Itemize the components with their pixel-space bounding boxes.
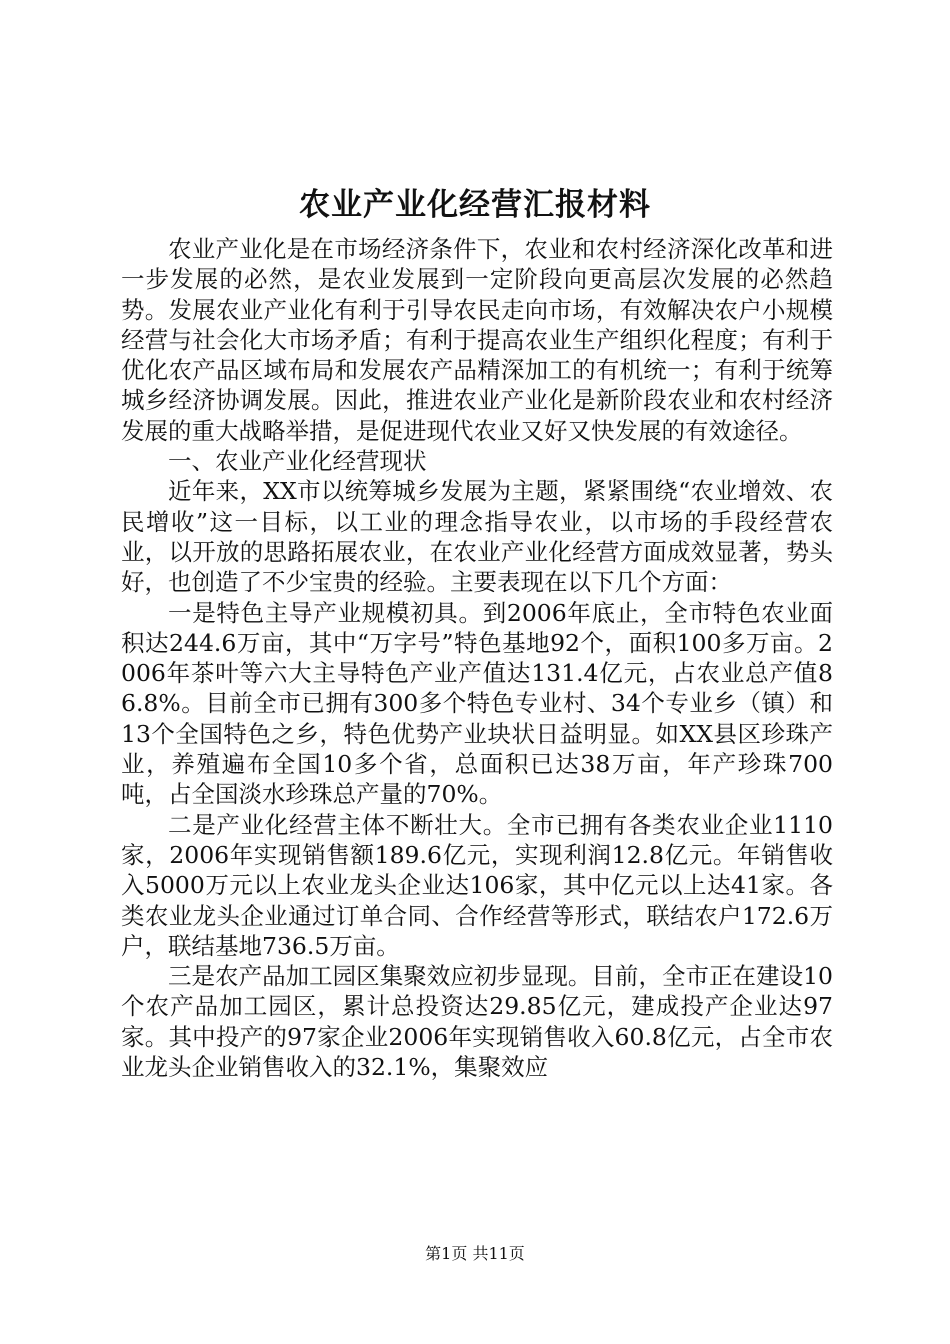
document-body (121, 234, 833, 1082)
page-number-footer: 第1页 共11页 (425, 1244, 525, 1263)
point-one-paragraph: 一是特色主导产业规模初具。到2006年底止，全市特色农业面积达244.6万亩，其中“万字号”特色基地92个，面积100多万亩。2006年茶叶等六大主导特色产业产值达131.4亿元，占农业总产值86.8%。目前全市已拥有300多个特色专业村、34个专业乡（镇）和13个全国特色之乡，特色优势产业块状日益明显。如XX县区珍珠产业，养殖遍布全国10多个省，总面积已达38万亩，年产珍珠700吨，占全国淡水珍珠总产量的70%。 (121, 598, 833, 809)
section-heading: 一、农业产业化经营现状 (168, 447, 427, 476)
intro-paragraph: 农业产业化是在市场经济条件下，农业和农村经济深化改革和进一步发展的必然，是农业发展到一定阶段向更高层次发展的必然趋势。发展农业产业化有利于引导农民走向市场，有效解决农户小规模经营与社会化大市场矛盾；有利于提高农业生产组织化程度；有利于优化农产品区域布局和发展农产品精深加工的有机统一；有利于统筹城乡经济协调发展。因此，推进农业产业化是新阶段农业和农村经济发展的重大战略举措，是促进现代农业又好又快发展的有效途径。 (121, 235, 833, 445)
point-two-paragraph: 二是产业化经营主体不断壮大。全市已拥有各类农业企业1110家，2006年实现销售额189.6亿元，实现利润12.8亿元。年销售收入5000万元以上农业龙头企业达106家，其中亿元以上达41家。各类农业龙头企业通过订单合同、合作经营等形式，联结农户172.6万户，联结基地736.5万亩。 (121, 810, 833, 960)
point-three-paragraph: 三是农产品加工园区集聚效应初步显现。目前，全市正在建设10个农产品加工园区，累计总投资达29.85亿元，建成投产企业达97家。其中投产的97家企业2006年实现销售收入60.8亿元，占全市农业龙头企业销售收入的32.1%，集聚效应 (121, 962, 833, 1082)
document-title: 农业产业化经营汇报材料 (299, 187, 651, 223)
status-paragraph: 近年来，XX市以统筹城乡发展为主题，紧紧围绕“农业增效、农民增收”这一目标，以工业的理念指导农业，以市场的手段经营农业，以开放的思路拓展农业，在农业产业化经营方面成效显著，势头好，也创造了不少宝贵的经验。主要表现在以下几个方面： (121, 477, 833, 597)
